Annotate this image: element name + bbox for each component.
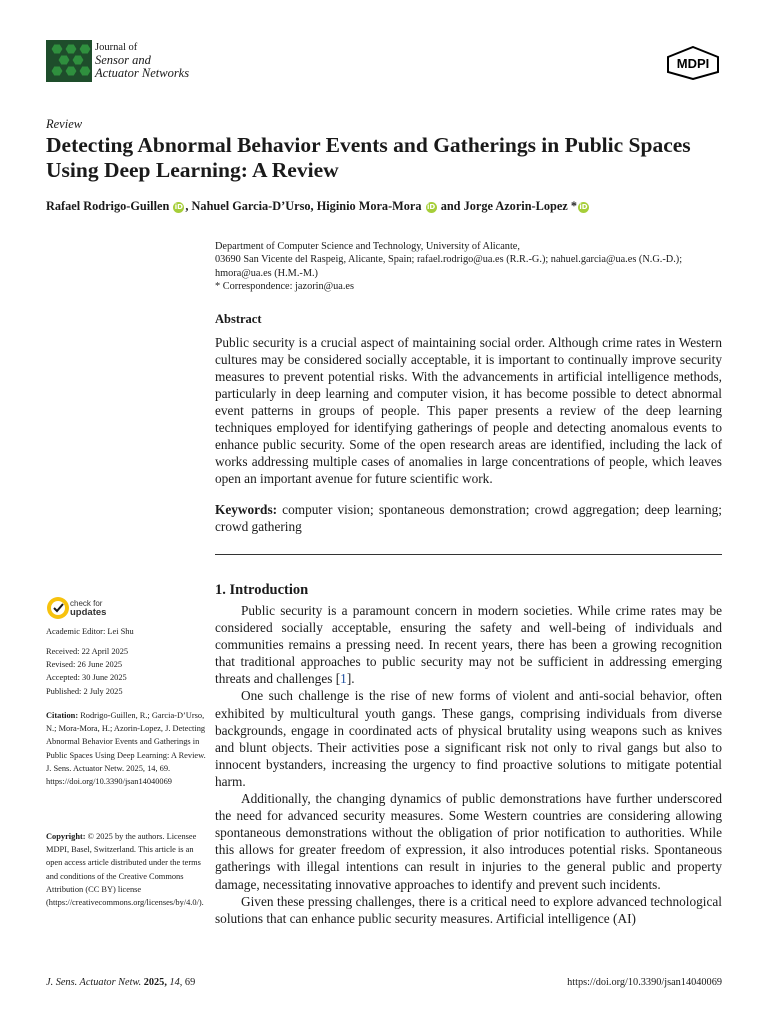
- footer-article-number: 69: [184, 977, 196, 988]
- author-name[interactable]: Nahuel Garcia-D’Urso: [191, 199, 311, 213]
- check-line2: updates: [70, 607, 107, 618]
- abstract-text: Public security is a crucial aspect of maintaining social order. Although crime rates in Western cultures may be considered socially acceptable, it is important to continually improve security measures to prevent potential risks. With the advancements in artificial intelligence methods, particularly in deep learning and computer vision, it has become possible to detect abnormal event patterns in groups of people. This paper presents a review of the deep learning techniques employed for identifying gatherings of people and detecting anomalous events to enhance public security. Some of the open research areas are identified, including the lack of works addressing multiple cases of anomalies in large concentrations of people, which leaves open an important avenue for future scientific work.: [215, 335, 722, 486]
- check-for-updates-label[interactable]: [70, 599, 106, 617]
- section-heading: 1. Introduction: [215, 582, 309, 598]
- copyright-text[interactable]: © 2025 by the authors. Licensee MDPI, Basel, Switzerland. This article is an open access article distributed under the terms and conditions of the Creative Commons Attribution (CC BY) license (https://creativecommons.org/licenses/by/4.0/).: [46, 832, 204, 908]
- author-name[interactable]: Rafael Rodrigo-Guillen: [46, 199, 170, 213]
- paragraph: Given these pressing challenges, there is a critical need to explore advanced technological solutions that can enhance public security measures. Artificial intelligence (AI): [215, 893, 722, 926]
- affiliation-block: [215, 240, 735, 294]
- author-name[interactable]: and Jorge Azorin-Lopez *: [440, 199, 577, 213]
- article-type: Review: [46, 117, 83, 131]
- journal-logo: [46, 40, 92, 82]
- academic-editor: Academic Editor: Lei Shu: [46, 627, 134, 636]
- accepted-date: Accepted: 30 June 2025: [46, 673, 127, 683]
- published-date: Published: 2 July 2025: [46, 686, 123, 696]
- keywords-label: Keywords:: [215, 502, 278, 517]
- citation-block: [46, 709, 206, 788]
- citation-text[interactable]: Rodrigo-Guillen, R.; Garcia-D’Urso, N.; Mora-Mora, H.; Azorin-Lopez, J. Detecting Abnormal Behavior Events and Gatherings in Public Spaces Using Deep Learning: A Review. J. Sens. Actuator Netw. 2025, 14, 69. https://doi.org/10.3390/jsan14040069: [46, 711, 206, 787]
- mdpi-logo: [666, 46, 720, 80]
- check-for-updates-badge[interactable]: [46, 596, 70, 620]
- author-list: Rafael Rodrigo-Guillen iD , Nahuel Garcia-D’Urso, Higinio Mora-Mora iD and Jorge Azorin-Lopez * iD: [46, 199, 588, 213]
- check-line1: check for: [70, 599, 103, 608]
- paragraph: One such challenge is the rise of new forms of violent and anti-social behavior, often exhibited by multicultural youth gangs. These gangs, comprising individuals from diverse backgrounds, engage in coordinated acts of physical brutality using weapons such as knives and blunt objects. Their activities pose a significant risk not only to rival gangs but also to innocent bystanders, increasing the urgency to find proactive solutions to mitigate potential harm.: [215, 688, 722, 789]
- footer-journal-abbrev: J. Sens. Actuator Netw.: [46, 977, 142, 988]
- received-date: Received: 22 April 2025: [46, 647, 129, 656]
- footer-year: 2025,: [143, 977, 167, 988]
- orcid-icon[interactable]: iD: [427, 203, 436, 211]
- publication-dates: [46, 645, 206, 698]
- keywords-list: computer vision; spontaneous demonstration; crowd aggregation; deep learning; crowd gathering: [215, 502, 722, 534]
- citation-label: Citation:: [46, 711, 79, 720]
- copyright-label: Copyright:: [46, 832, 86, 841]
- paragraph: Public security is a paramount concern in modern societies. While crime rates may be considered socially acceptable, ensuring the safety and well-being of individuals and communities remains a pressing need. In recent years, there has been a growing recognition that traditional approaches to public security may not be sufficient in addressing emerging threats and challenges [1].: [215, 603, 722, 687]
- page-title: Detecting Abnormal Behavior Events and Gatherings in Public Spaces Using Deep Learning: A Review: [46, 133, 691, 182]
- section-divider: [215, 554, 722, 555]
- affiliation-line: 03690 San Vicente del Raspeig, Alicante, Spain; rafael.rodrigo@ua.es (R.R.-G.); nahuel.garcia@ua.es (N.G.-D.);: [215, 254, 683, 266]
- revised-date: Revised: 26 June 2025: [46, 660, 123, 670]
- correspondence-line: * Correspondence: jazorin@ua.es: [215, 281, 355, 293]
- publisher-name: MDPI: [676, 56, 710, 71]
- paragraph: Additionally, the changing dynamics of public demonstrations have further underscored the need for advanced security measures. Some Western countries are considering allowing spontaneous demonstrations without the obligation of prior notification to authorities. While this allows for greater freedom of expression, it also introduces potential risks. Spontaneous gatherings with illegal intentions can result in injuries to the general public and property damage, necessitating innovative approaches to identify and prevent such incidents.: [215, 791, 722, 892]
- affiliation-line: Department of Computer Science and Technology, University of Alicante,: [215, 241, 520, 252]
- abstract-heading: Abstract: [215, 312, 262, 326]
- footer-volume: 14,: [169, 977, 183, 988]
- journal-name-line1: Sensor and: [95, 53, 151, 67]
- orcid-icon[interactable]: iD: [174, 203, 183, 211]
- author-name[interactable]: Higinio Mora-Mora: [316, 199, 422, 213]
- copyright-block: [46, 830, 206, 909]
- footer-doi-link[interactable]: https://doi.org/10.3390/jsan14040069: [567, 977, 722, 988]
- journal-name-line2: Actuator Networks: [95, 66, 190, 80]
- orcid-icon[interactable]: iD: [579, 203, 588, 211]
- reference-link[interactable]: 1: [340, 671, 347, 687]
- affiliation-line: hmora@ua.es (H.M.-M.): [215, 267, 318, 279]
- keywords: [215, 501, 722, 535]
- body-text: [215, 602, 722, 927]
- journal-of-label: Journal of: [95, 42, 138, 53]
- journal-name: [95, 41, 189, 80]
- footer-citation: [46, 977, 195, 988]
